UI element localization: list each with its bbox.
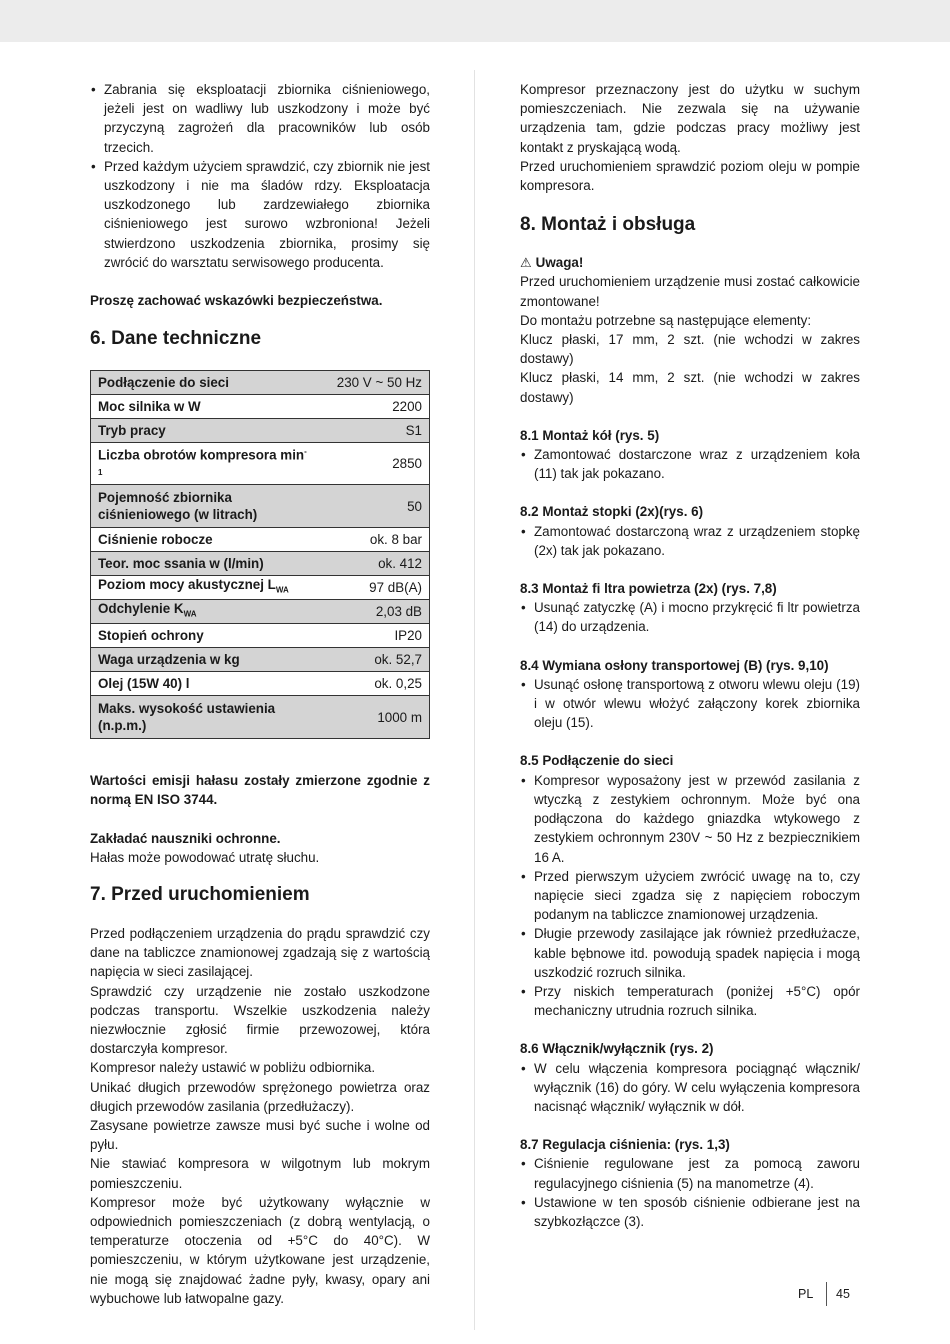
paragraph: Przed uruchomieniem sprawdzić poziom oleju w pompie kompresora. — [520, 158, 860, 194]
subsection-8-4 — [520, 656, 860, 733]
spec-label-sub: WA — [183, 610, 197, 619]
subsection-8-1 — [520, 426, 860, 484]
paragraph: Kompresor należy ustawić w pobliżu odbiornika. — [90, 1060, 376, 1076]
table-row — [91, 485, 430, 528]
paragraph: Kompresor przeznaczony jest do użytku w suchym pomieszczeniach. Nie zezwala się na używanie urządzenia tam, gdzie podczas pracy możliwy jest kontakt z pryskającą wodą. — [520, 82, 860, 155]
spec-label-text: Liczba obrotów kompresora min — [98, 447, 305, 463]
spec-label: Tryb pracy — [91, 419, 316, 443]
spec-label: Moc silnika w W — [91, 395, 316, 419]
spec-value: 50 — [315, 485, 430, 528]
spec-label: Podłączenie do sieci — [91, 371, 316, 395]
spec-label: Stopień ochrony — [91, 624, 316, 648]
list-item: • Ustawione w ten sposób ciśnienie odbierane jest na szybkozłączce (3). — [520, 1193, 860, 1231]
warning-line: Do montażu potrzebne są następujące elementy: — [520, 312, 812, 328]
table-row — [91, 419, 430, 443]
subsection-8-2 — [520, 502, 860, 560]
table-row — [91, 552, 430, 576]
table-row — [91, 371, 430, 395]
spec-label: Ciśnienie robocze — [91, 528, 316, 552]
table-row — [91, 528, 430, 552]
table-row — [91, 672, 430, 696]
spec-value: 1000 m — [315, 696, 430, 739]
table-row — [91, 600, 430, 624]
list-item: • Przed pierwszym użyciem zwrócić uwagę na to, czy napięcie sieci zgadza się z napięciem roboczym podanym na tabliczce znamionowej urządzenia. — [520, 867, 860, 925]
intro-bullet-list — [90, 80, 430, 272]
list-item: • Zabrania się eksploatacji zbiornika ciśnieniowego, jeżeli jest on wadliwy lub uszkodzony i może być przyczyną zagrożeń dla pracowników lub osób trzecich. — [90, 80, 430, 157]
subsection-heading: 8.1 Montaż kół (rys. 5) — [520, 427, 660, 443]
subsection-8-3 — [520, 579, 860, 637]
page-number: 45 — [836, 1287, 850, 1301]
section-8-heading: 8. Montaż i obsługa — [520, 214, 696, 236]
warning-line: Klucz płaski, 14 mm, 2 szt. (nie wchodzi w zakres dostawy) — [520, 370, 860, 405]
safety-note: Proszę zachować wskazówki bezpieczeństwa. — [90, 293, 383, 309]
spec-value: 230 V ~ 50 Hz — [315, 371, 430, 395]
list-item: • Usunąć zatyczkę (A) i mocno przykręcić fi ltr powietrza (14) do urządzenia. — [520, 598, 860, 636]
paragraph: Sprawdzić czy urządzenie nie zostało uszkodzone podczas transportu. Wszelkie uszkodzenia należy niezwłocznie zgłosić firmie przewozowej, która dostarczyła kompresor. — [90, 983, 430, 1057]
spec-label-text: Odchylenie K — [98, 601, 184, 617]
spec-label-text: Poziom mocy akustycznej L — [98, 577, 276, 593]
subsection-heading: 8.5 Podłączenie do sieci — [520, 753, 674, 769]
subsection-8-6 — [520, 1039, 860, 1116]
ear-protection-title: Zakładać nauszniki ochronne. — [90, 830, 281, 846]
paragraph: Zasysane powietrze zawsze musi być suche i wolne od pyłu. — [90, 1118, 430, 1153]
spec-label: Teor. moc ssania w (l/min) — [91, 552, 316, 576]
list-item: • Przy niskich temperaturach (poniżej +5°C) opór mechaniczny utrudnia rozruch silnika. — [520, 982, 860, 1020]
bullet-list — [520, 1059, 860, 1117]
list-item: • Kompresor wyposażony jest w przewód zasilania z wtyczką z zestykiem ochronnym. Może być ona podłączona do każdego gniazdka wtykowego z zestykiem ochronnym 230V ~ 50 Hz z bezpiecznikiem 16 A. — [520, 771, 860, 867]
spec-label: Waga urządzenia w kg — [91, 648, 316, 672]
ear-protection-text: Hałas może powodować utratę słuchu. — [90, 849, 320, 865]
subsection-heading: 8.3 Montaż fi ltra powietrza (2x) (rys. 7,8) — [520, 581, 777, 597]
list-item: • Ciśnienie regulowane jest za pomocą zaworu regulacyjnego ciśnienia (5) na manometrze (4). — [520, 1154, 860, 1192]
list-item: • Zamontować dostarczone wraz z urządzeniem koła (11) tak jak pokazano. — [520, 445, 860, 483]
footer-separator — [826, 1282, 827, 1306]
warning-heading — [520, 253, 860, 272]
spec-value: 2,03 dB — [315, 600, 430, 624]
warning-triangle-icon: ⚠ — [520, 255, 532, 271]
paragraph: Unikać długich przewodów sprężonego powietrza oraz długich przewodów zasilania (przedłużaczy). — [90, 1079, 430, 1114]
column-divider — [474, 70, 475, 1330]
bullet-list — [520, 771, 860, 1021]
spec-value: 2200 — [315, 395, 430, 419]
section-6-heading: 6. Dane techniczne — [90, 328, 262, 350]
noise-note: Wartości emisji hałasu zostały zmierzone zgodnie z normą EN ISO 3744. — [90, 773, 430, 808]
paragraph: Przed podłączeniem urządzenia do prądu sprawdzić czy dane na tabliczce znamionowej zgadzają się z wartością napięcia w sieci zasilającej. — [90, 925, 430, 980]
spec-label: Pojemność zbiornika ciśnieniowego (w litrach) — [91, 485, 316, 528]
spec-label — [91, 600, 316, 624]
list-item: • W celu włączenia kompresora pociągnąć włącznik/ wyłącznik (16) do góry. W celu wyłączenia kompresora nacisnąć włącznik/ wyłącznik w dół. — [520, 1059, 860, 1117]
table-row — [91, 576, 430, 600]
warning-label: Uwaga! — [535, 255, 584, 271]
spec-label — [91, 443, 316, 485]
paragraph: Kompresor może być użytkowany wyłącznie w odpowiednich pomieszczeniach (z dobrą wentylacją, o temperaturze otoczenia od +5°C do 40°C). W pomieszczeniu, w którym użytkowane jest urządzenie, nie mogą się znajdować żadne pyły, kwasy, opary ani wybuchowe lub łatwopalne gazy. — [90, 1194, 430, 1306]
subsection-heading: 8.4 Wymiana osłony transportowej (B) (rys. 9,10) — [520, 657, 829, 673]
table-row — [91, 696, 430, 739]
table-row — [91, 443, 430, 485]
warning-line: Przed uruchomieniem urządzenie musi zostać całkowicie zmontowane! — [520, 274, 860, 309]
bullet-list — [520, 675, 860, 733]
section-7-heading: 7. Przed uruchomieniem — [90, 883, 310, 905]
warning-block — [520, 253, 860, 407]
paragraph: Nie stawiać kompresora w wilgotnym lub mokrym pomieszczeniu. — [90, 1156, 430, 1191]
subsection-heading: 8.6 Włącznik/wyłącznik (rys. 2) — [520, 1041, 714, 1057]
bullet-list — [520, 445, 860, 483]
list-item: • Usunąć osłonę transportową z otworu wlewu oleju (19) i w otwór wlewu włożyć załączony korek zbiornika oleju (15). — [520, 675, 860, 733]
spec-label — [91, 576, 316, 600]
spec-label: Olej (15W 40) l — [91, 672, 316, 696]
spec-table — [90, 370, 430, 739]
spec-value: 97 dB(A) — [315, 576, 430, 600]
subsection-8-7 — [520, 1135, 860, 1231]
spec-label-sub: WA — [275, 586, 289, 595]
list-item: • Zamontować dostarczoną wraz z urządzeniem stopkę (2x) tak jak pokazano. — [520, 522, 860, 560]
bullet-list — [520, 598, 860, 636]
subsection-8-5 — [520, 751, 860, 1020]
subsection-heading: 8.2 Montaż stopki (2x)(rys. 6) — [520, 504, 704, 520]
spec-value: S1 — [315, 419, 430, 443]
language-code: PL — [798, 1287, 814, 1301]
spec-value: 2850 — [315, 443, 430, 485]
subsection-heading: 8.7 Regulacja ciśnienia: (rys. 1,3) — [520, 1137, 730, 1153]
right-column — [520, 80, 860, 1231]
bullet-list — [520, 522, 860, 560]
section-7-body — [90, 924, 430, 1308]
spec-value: ok. 52,7 — [315, 648, 430, 672]
spec-label-sup: -1 — [98, 447, 307, 477]
bullet-list — [520, 1154, 860, 1231]
warning-line: Klucz płaski, 17 mm, 2 szt. (nie wchodzi w zakres dostawy) — [520, 332, 860, 367]
left-column — [90, 80, 430, 1308]
list-item: • Długie przewody zasilające jak również przedłużacze, kable bębnowe itd. powodują spadek napięcia i mogą uszkodzić rozruch silnika. — [520, 924, 860, 982]
list-item: • Przed każdym użyciem sprawdzić, czy zbiornik nie jest uszkodzony i nie ma śladów rdzy. Eksploatacja uszkodzonego lub zardzewiałego zbiornika ciśnieniowego jest surowo wzbroniona! Jeżeli stwierdzono uszkodzenia zbiornika, prosimy się zwrócić do warsztatu serwisowego producenta. — [90, 157, 430, 272]
table-row — [91, 395, 430, 419]
table-row — [91, 648, 430, 672]
spec-value: ok. 0,25 — [315, 672, 430, 696]
table-row — [91, 624, 430, 648]
top-bar — [0, 0, 950, 42]
spec-value: IP20 — [315, 624, 430, 648]
spec-value: ok. 8 bar — [315, 528, 430, 552]
spec-value: ok. 412 — [315, 552, 430, 576]
spec-label: Maks. wysokość ustawienia (n.p.m.) — [91, 696, 316, 739]
